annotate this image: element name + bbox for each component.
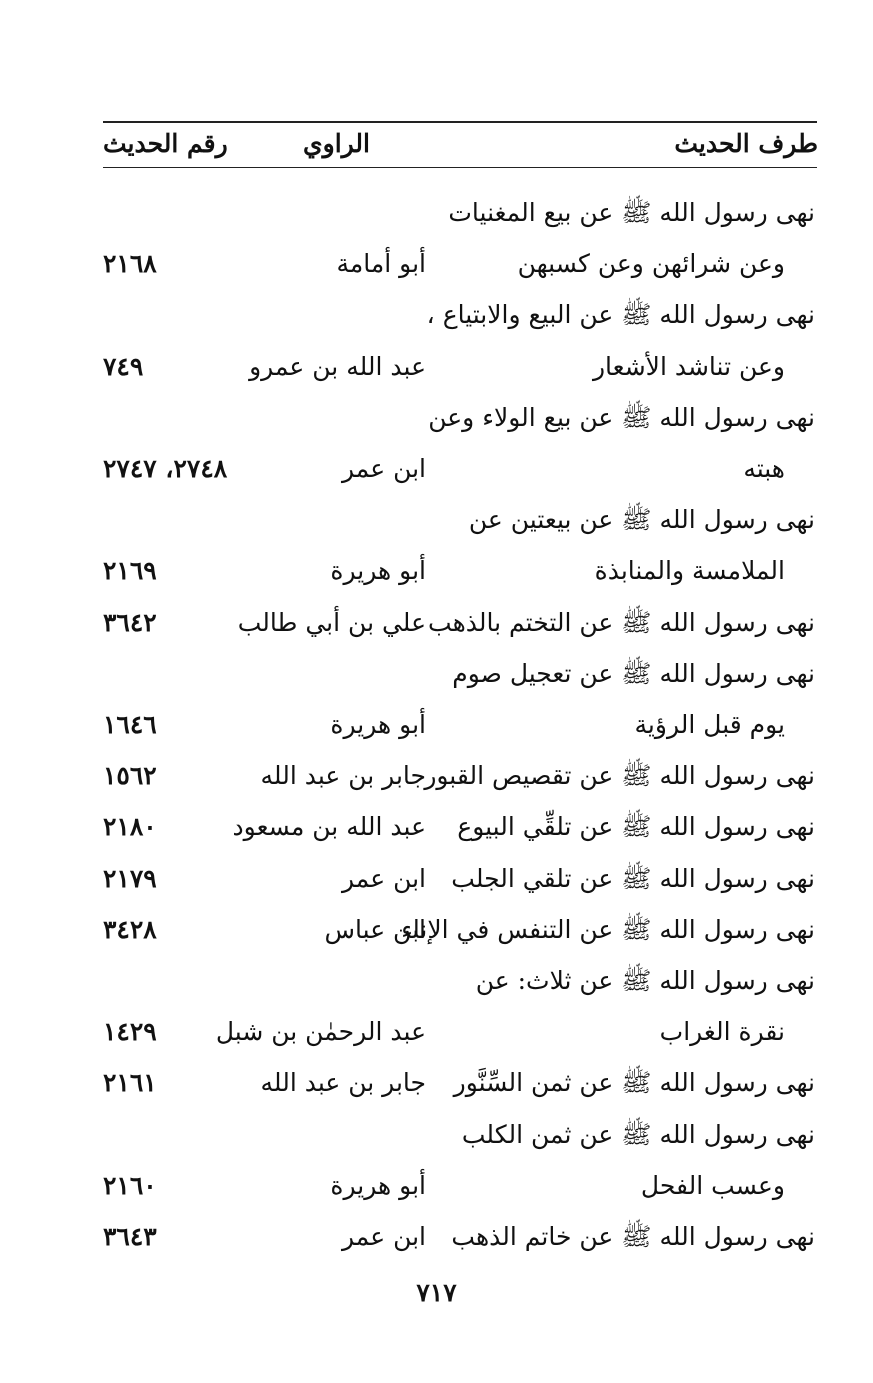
hadith-text-line: نهى رسول الله ﷺ عن البيع والابتياع ، bbox=[426, 300, 815, 330]
hadith-text-line: هبته bbox=[743, 454, 785, 483]
hadith-number: ١٦٤٦ bbox=[103, 710, 157, 739]
hadith-number: ٢١٦٠ bbox=[103, 1170, 157, 1200]
header-hadith-label: طرف الحديث bbox=[674, 129, 818, 158]
narrator-name: عبد الله بن مسعود bbox=[232, 812, 426, 842]
narrator-name: أبو هريرة bbox=[330, 556, 426, 586]
hadith-text-line: نقرة الغراب bbox=[659, 1017, 785, 1047]
hadith-text-line: نهى رسول الله ﷺ عن تقصيص القبور bbox=[424, 761, 815, 791]
narrator-name: عبد الله بن عمرو bbox=[249, 351, 426, 381]
hadith-text-line: نهى رسول الله ﷺ عن بيع الولاء وعن bbox=[428, 402, 815, 432]
header-bottom-rule bbox=[103, 167, 817, 168]
hadith-number: ١٥٦٢ bbox=[103, 761, 157, 791]
narrator-name: عبد الرحمٰن بن شبل bbox=[215, 1017, 426, 1047]
narrator-name: ابن عمر bbox=[341, 454, 426, 483]
narrator-name: أبو هريرة bbox=[330, 710, 426, 739]
hadith-number: ٢٧٤٨، ٢٧٤٧ bbox=[103, 454, 228, 483]
page-number: ٧١٧ bbox=[416, 1278, 457, 1307]
hadith-number: ٣٤٢٨ bbox=[103, 914, 157, 944]
hadith-text-line: نهى رسول الله ﷺ عن ثمن الكلب bbox=[461, 1119, 815, 1149]
hadith-text-line: يوم قبل الرؤية bbox=[634, 710, 785, 739]
hadith-number: ٧٤٩ bbox=[103, 351, 144, 381]
hadith-text-line: نهى رسول الله ﷺ عن بيعتين عن bbox=[468, 505, 815, 535]
narrator-name: علي بن أبي طالب bbox=[237, 607, 426, 637]
hadith-number: ٣٦٤٣ bbox=[103, 1222, 157, 1251]
hadith-text-line: نهى رسول الله ﷺ عن ثمن السِّنَّور bbox=[453, 1068, 815, 1098]
hadith-text-line: وعسب الفحل bbox=[640, 1170, 785, 1200]
hadith-text-line: نهى رسول الله ﷺ عن التنفس في الإناء bbox=[401, 914, 815, 944]
hadith-text-line: نهى رسول الله ﷺ عن التختم بالذهب bbox=[428, 607, 815, 637]
hadith-text-line: نهى رسول الله ﷺ عن تلقي الجلب bbox=[451, 863, 815, 893]
narrator-name: جابر بن عبد الله bbox=[260, 1068, 426, 1098]
narrator-name: ابن عمر bbox=[341, 863, 426, 893]
hadith-text-line: نهى رسول الله ﷺ عن تعجيل صوم bbox=[452, 658, 815, 688]
narrator-name: ابن عباس bbox=[324, 914, 426, 944]
hadith-number: ١٤٢٩ bbox=[103, 1017, 157, 1047]
narrator-name: ابن عمر bbox=[341, 1222, 426, 1251]
narrator-name: أبو أمامة bbox=[336, 249, 426, 279]
header-narrator-label: الراوي bbox=[303, 129, 370, 158]
hadith-text-line: وعن تناشد الأشعار bbox=[592, 351, 785, 381]
narrator-name: أبو هريرة bbox=[330, 1170, 426, 1200]
hadith-text-line: نهى رسول الله ﷺ عن ثلاث: عن bbox=[475, 966, 815, 995]
hadith-text-line: نهى رسول الله ﷺ عن بيع المغنيات bbox=[448, 198, 815, 227]
narrator-name: جابر بن عبد الله bbox=[260, 761, 426, 791]
hadith-number: ٢١٧٩ bbox=[103, 863, 157, 893]
hadith-text-line: نهى رسول الله ﷺ عن خاتم الذهب bbox=[451, 1222, 815, 1251]
hadith-number: ٢١٨٠ bbox=[103, 812, 157, 842]
header-top-rule bbox=[103, 121, 817, 123]
hadith-text-line: الملامسة والمنابذة bbox=[594, 556, 785, 586]
hadith-number: ٢١٦٨ bbox=[103, 249, 157, 279]
hadith-number: ٢١٦١ bbox=[103, 1068, 157, 1098]
hadith-number: ٣٦٤٢ bbox=[103, 607, 157, 637]
hadith-text-line: وعن شرائهن وعن كسبهن bbox=[517, 249, 785, 279]
hadith-text-line: نهى رسول الله ﷺ عن تلقِّي البيوع bbox=[457, 812, 815, 842]
header-number-label: رقم الحديث bbox=[103, 129, 228, 158]
hadith-number: ٢١٦٩ bbox=[103, 556, 157, 586]
